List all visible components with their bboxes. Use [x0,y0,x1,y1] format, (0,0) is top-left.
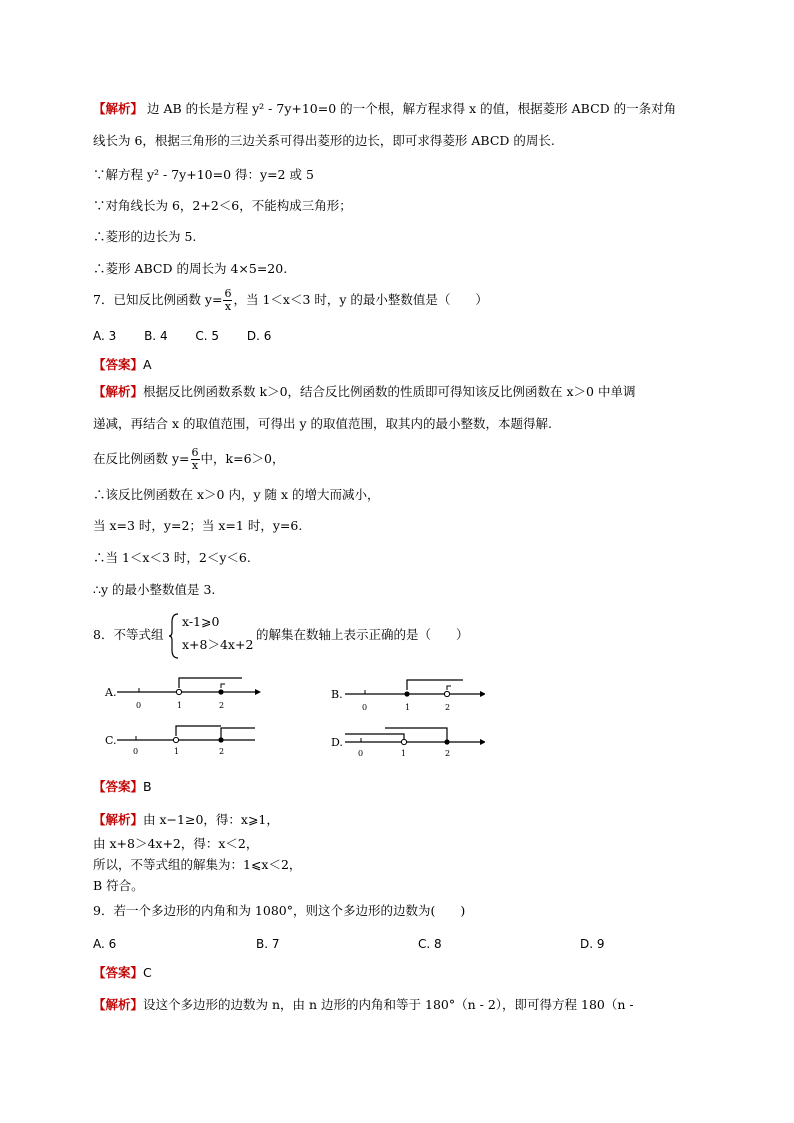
fraction-denominator: x [224,300,232,313]
analysis6-line-2: 线长为 6，根据三角形的三边关系可得出菱形的边长，即可求得菱形 ABCD 的周长. [93,133,555,148]
tick-label: 1 [401,749,407,758]
tick-label: 2 [219,747,225,756]
tick-label: 2 [445,749,451,758]
analysis6-line-1 [93,101,676,117]
analysis7-line-6: ∴当 1＜x＜3 时，2＜y＜6. [93,550,251,565]
option-label: D. [331,736,343,749]
analysis7-line-7: ∴y 的最小整数值是 3. [93,582,216,597]
fraction-numerator: 6 [191,446,199,459]
answer-7 [93,357,152,373]
fraction-denominator: x [191,459,199,472]
system-line-1: x-1⩾0 [182,614,220,629]
fraction-numerator: 6 [224,287,232,300]
analysis-tag: 【解析】 [93,997,144,1012]
answer-tag: 【答案】 [93,779,144,794]
analysis7-line-2: 递减，再结合 x 的取值范围，可得出 y 的取值范围，取其内的最小整数，本题得解. [93,416,552,431]
tick-label: 2 [219,701,225,710]
analysis7-line-4: ∴该反比例函数在 x＞0 内，y 随 x 的增大而减小， [93,487,380,502]
solution-line: ∵对角线长为 6，2+2＜6，不能构成三角形； [93,198,352,213]
solution-line: ∵解方程 y² - 7y+10=0 得：y=2 或 5 [93,167,314,182]
system-line-2: x+8＞4x+2 [182,637,254,652]
analysis-tag: 【解析】 [93,101,144,116]
analysis-text: 边 AB 的长是方程 y² - 7y+10=0 的一个根，解方程求得 x 的值，根据菱形 ABCD 的一条对角 [143,101,677,116]
option-a-number-line[interactable] [104,678,261,710]
solution-line: ∴菱形 ABCD 的周长为 4×5=20. [93,261,288,276]
answer-8 [93,779,152,795]
fraction [223,288,232,313]
tick-label: 0 [358,749,364,758]
question-8 [93,627,163,643]
analysis9-line-1 [93,997,634,1013]
analysis8-line-4: B 符合。 [93,878,144,893]
analysis-tag: 【解析】 [93,384,144,399]
option-b-number-line[interactable] [331,680,485,712]
question-text: ，当 1＜x＜3 时，y 的最小整数值是（ ） [233,292,488,307]
question-text: 8．不等式组 [93,627,164,642]
analysis8-line-2: 由 x+8＞4x+2，得：x＜2， [93,836,259,851]
analysis-text: 中，k=6＞0， [200,451,285,466]
tick-label: 1 [174,747,180,756]
option-d: D. 9 [580,937,605,951]
analysis7-line-1 [93,384,635,400]
answer-value: C [143,965,152,980]
option-b: B. 7 [256,937,280,951]
system-brace [168,612,180,660]
analysis-text: 设这个多边形的边数为 n，由 n 边形的内角和等于 180°（n - 2），即可得方程 180（n - [143,997,634,1012]
tick-label: 1 [405,703,411,712]
question-7-options: A. 3 B. 4 C. 5 D. 6 [93,329,272,343]
answer-value: B [143,779,152,794]
question-text: 7．已知反比例函数 y= [93,292,223,307]
analysis7-line-3 [93,447,284,472]
analysis7-line-5: 当 x=3 时，y=2；当 x=1 时，y=6. [93,518,303,533]
analysis-text: 由 x−1≥0，得：x⩾1， [143,812,279,827]
fraction [191,447,200,472]
option-label: C. [105,734,117,747]
tick-label: 0 [362,703,368,712]
analysis8-line-1 [93,812,279,828]
tick-label: 0 [133,747,139,756]
question-9: 9．若一个多边形的内角和为 1080°，则这个多边形的边数为( ) [93,903,466,918]
answer-tag: 【答案】 [93,357,144,372]
analysis-text: 根据反比例函数系数 k＞0，结合反比例函数的性质即可得知该反比例函数在 x＞0 中单调 [143,384,636,399]
analysis-text: 在反比例函数 y= [93,451,190,466]
answer-tag: 【答案】 [93,965,144,980]
answer-9 [93,965,152,981]
analysis-tag: 【解析】 [93,812,144,827]
answer-value: A [143,357,152,372]
option-label: A. [105,686,117,699]
analysis8-line-3: 所以，不等式组的解集为：1⩽x＜2， [93,857,302,872]
option-c-number-line[interactable] [105,726,255,756]
option-d-number-line[interactable] [331,728,485,758]
tick-label: 0 [136,701,142,710]
number-line-options [95,670,485,760]
question-7 [93,288,488,313]
tick-label: 1 [177,701,183,710]
option-label: B. [331,688,343,701]
tick-label: 2 [445,703,451,712]
question-text: 的解集在数轴上表示正确的是（ ） [256,627,469,642]
option-a: A. 6 [93,937,117,951]
option-c: C. 8 [418,937,442,951]
solution-line: ∴菱形的边长为 5. [93,229,197,244]
